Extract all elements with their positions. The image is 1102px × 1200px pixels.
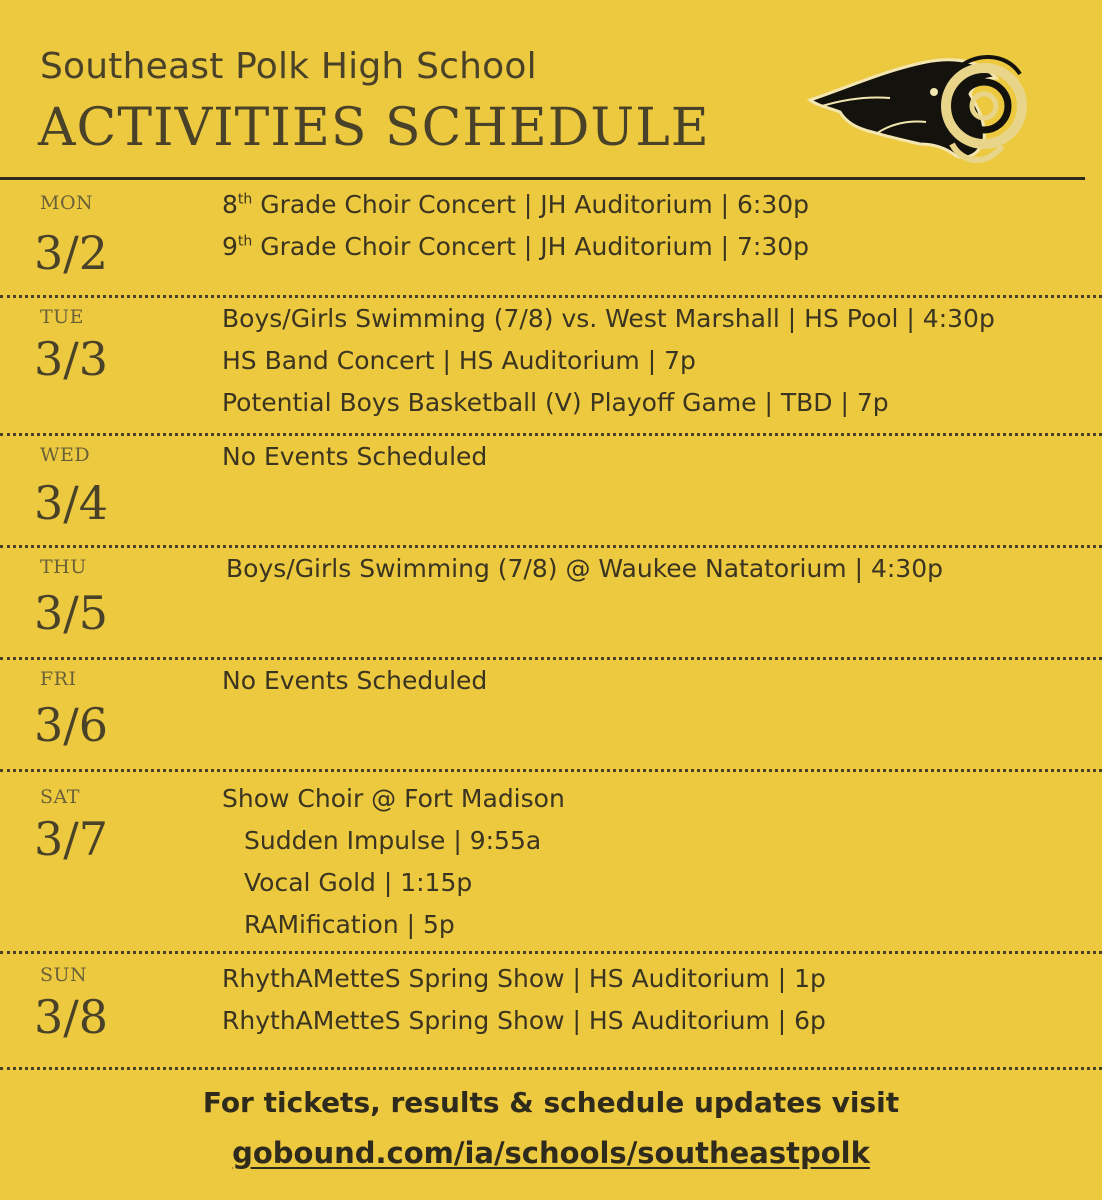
date: 3/3 bbox=[34, 332, 109, 386]
event-item: Vocal Gold | 1:15p bbox=[244, 868, 473, 897]
event-list bbox=[222, 778, 1094, 946]
event-item: HS Band Concert | HS Auditorium | 7p bbox=[222, 346, 696, 375]
event-item: Potential Boys Basketball (V) Playoff Game | TBD | 7p bbox=[222, 388, 889, 417]
date: 3/6 bbox=[34, 698, 109, 752]
day-row-fri bbox=[0, 660, 1102, 772]
event-item: RhythAMetteS Spring Show | HS Auditorium | 6p bbox=[222, 1006, 826, 1035]
event-item: Boys/Girls Swimming (7/8) vs. West Marshall | HS Pool | 4:30p bbox=[222, 304, 995, 333]
ram-head-icon bbox=[806, 48, 1028, 166]
event-list bbox=[222, 958, 1094, 1042]
event-item: Boys/Girls Swimming (7/8) @ Waukee Natatorium | 4:30p bbox=[226, 554, 943, 583]
date: 3/4 bbox=[34, 476, 109, 530]
footer-text: For tickets, results & schedule updates visit bbox=[202, 1086, 900, 1119]
day-of-week: MON bbox=[40, 192, 94, 214]
event-list bbox=[222, 436, 1094, 478]
day-row-mon bbox=[0, 180, 1102, 298]
day-row-wed bbox=[0, 436, 1102, 548]
day-of-week: SAT bbox=[40, 786, 80, 808]
header bbox=[0, 0, 1102, 178]
day-row-sun bbox=[0, 954, 1102, 1070]
event-item: RAMification | 5p bbox=[244, 910, 455, 939]
event-item: No Events Scheduled bbox=[222, 666, 488, 695]
day-row-tue bbox=[0, 298, 1102, 436]
event-item: 8th Grade Choir Concert | JH Auditorium | 6:30p bbox=[222, 190, 810, 219]
day-of-week: TUE bbox=[40, 306, 85, 328]
day-row-sat bbox=[0, 772, 1102, 954]
event-item: Show Choir @ Fort Madison bbox=[222, 784, 565, 813]
day-of-week: WED bbox=[40, 444, 91, 466]
date: 3/7 bbox=[34, 812, 109, 866]
event-item: 9th Grade Choir Concert | JH Auditorium | 7:30p bbox=[222, 232, 810, 261]
date: 3/8 bbox=[34, 990, 109, 1044]
date: 3/2 bbox=[34, 226, 109, 280]
event-list bbox=[222, 548, 1094, 590]
event-list bbox=[222, 298, 1094, 424]
page-title: ACTIVITIES SCHEDULE bbox=[38, 98, 710, 158]
school-name: Southeast Polk High School bbox=[40, 46, 537, 87]
day-row-thu bbox=[0, 548, 1102, 660]
date: 3/5 bbox=[34, 586, 109, 640]
day-of-week: FRI bbox=[40, 668, 77, 690]
day-of-week: SUN bbox=[40, 964, 88, 986]
gobound-link[interactable]: gobound.com/ia/schools/southeastpolk bbox=[232, 1136, 870, 1170]
event-item: Sudden Impulse | 9:55a bbox=[244, 826, 542, 855]
event-list bbox=[222, 184, 1094, 268]
event-list bbox=[222, 660, 1094, 702]
day-of-week: THU bbox=[40, 556, 87, 578]
event-item: No Events Scheduled bbox=[222, 442, 488, 471]
event-item: RhythAMetteS Spring Show | HS Auditorium | 1p bbox=[222, 964, 826, 993]
